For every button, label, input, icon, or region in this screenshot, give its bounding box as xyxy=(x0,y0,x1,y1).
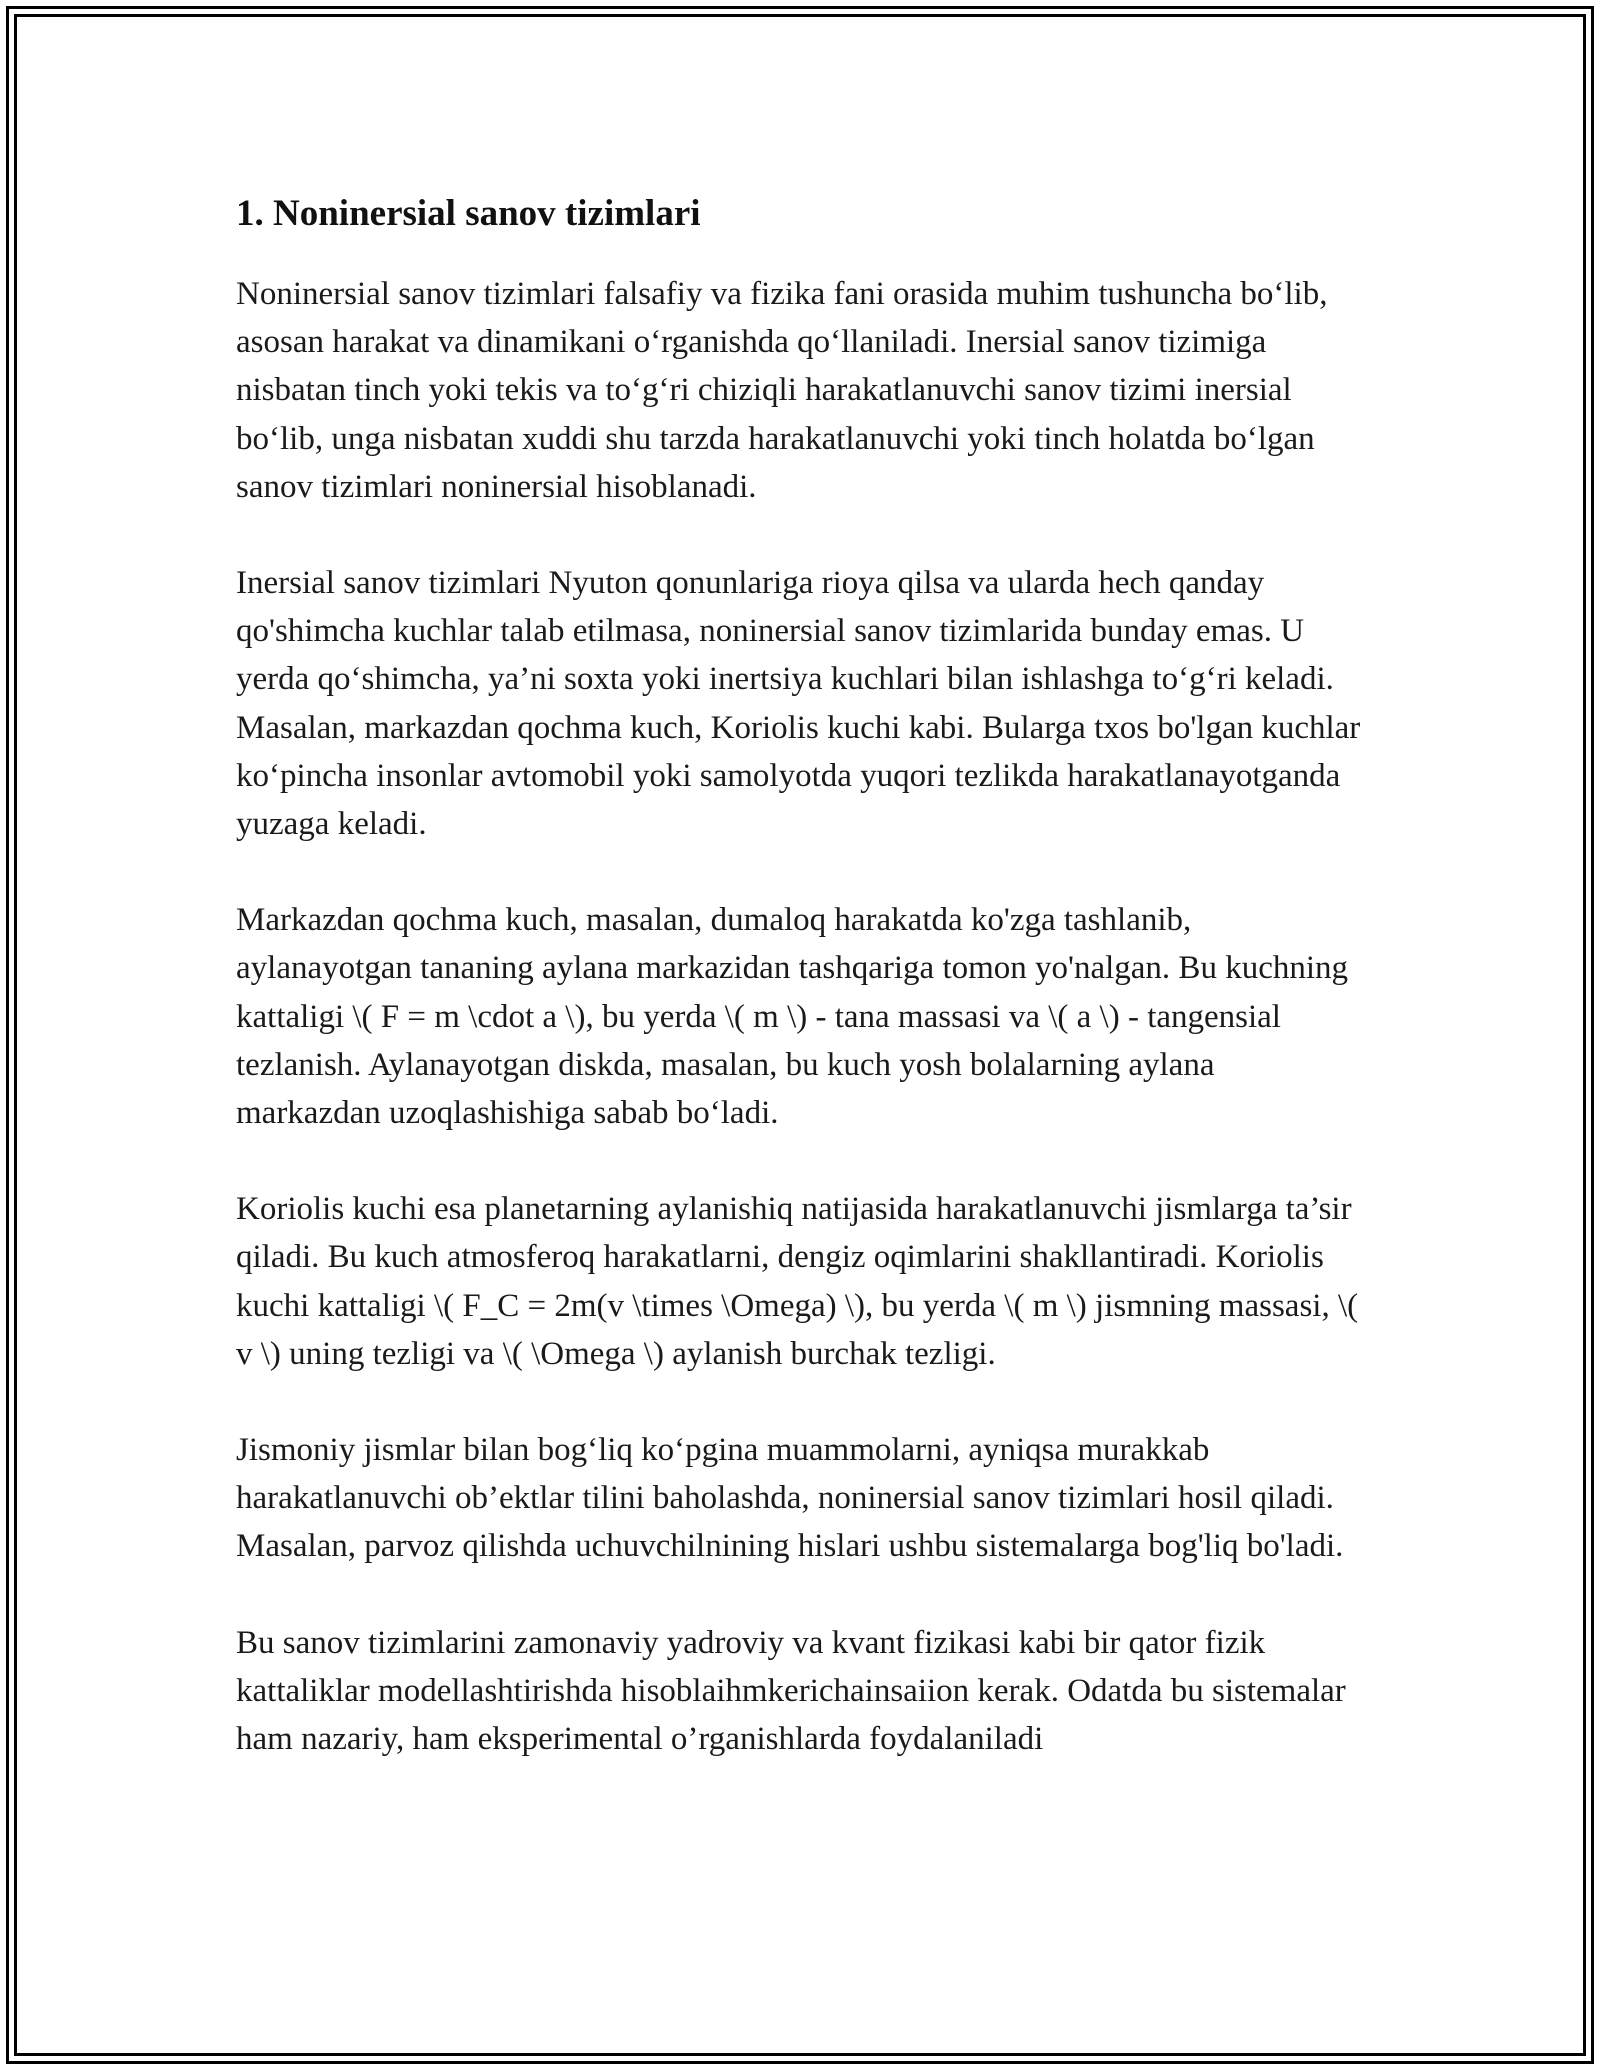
paragraph-6: Bu sanov tizimlarini zamonaviy yadroviy va kvant fizikasi kabi bir qator fizik kattaliklar modellashtirishda hisoblaihmkerichainsaiion kerak. Odatda bu sistemalar ham nazariy, ham eksperimental o’rganishlarda foydalaniladi xyxy=(236,1624,1346,1758)
paragraph-4: Koriolis kuchi esa planetarning aylanishiq natijasida harakatlanuvchi jismlarga ta’sir qiladi. Bu kuch atmosferoq harakatlarni, dengiz oqimlarini shakllantiradi. Koriolis kuchi kattaligi \( F_C = 2m(v \times \Omega) \), bu yerda \( m \) jismning massasi, \( v \) uning tezligi va \( \Omega \) aylanish burchak tezligi. xyxy=(236,1191,1359,1372)
document-body xyxy=(236,186,1366,1763)
paragraph-3: Markazdan qochma kuch, masalan, dumaloq harakatda ko'zga tashlanib, aylanayotgan tananing aylana markazidan tashqariga tomon yo'nalgan. Bu kuchning kattaligi \( F = m \cdot a \), bu yerda \( m \) - tana massasi va \( a \) - tangensial tezlanish. Aylanayotgan diskda, masalan, bu kuch yosh bolalarning aylana markazdan uzoqlashishiga sabab bo‘ladi. xyxy=(236,902,1349,1132)
paragraph-5: Jismoniy jismlar bilan bog‘liq ko‘pgina muammolarni, ayniqsa murakkab harakatlanuvchi ob’ektlar tilini baholashda, noninersial sanov tizimlari hosil qiladi. Masalan, parvoz qilishda uchuvchilnining hislari ushbu sistemalarga bog'liq bo'ladi. xyxy=(236,1432,1344,1565)
section-title: 1. Noninersial sanov tizimlari xyxy=(236,193,701,234)
paragraph-2: Inersial sanov tizimlari Nyuton qonunlariga rioya qilsa va ularda hech qanday qo'shimcha kuchlar talab etilmasa, noninersial sanov tizimlarida bunday emas. U yerda qo‘shimcha, ya’ni soxta yoki inertsiya kuchlari bilan ishlashga to‘g‘ri keladi. Masalan, markazdan qochma kuch, Koriolis kuchi kabi. Bularga txos bo'lgan kuchlar ko‘pincha insonlar avtomobil yoki samolyotda yuqori tezlikda harakatlanayotganda yuzaga keladi. xyxy=(236,565,1361,843)
paragraph-1: Noninersial sanov tizimlari falsafiy va fizika fani orasida muhim tushuncha bo‘lib, asosan harakat va dinamikani o‘rganishda qo‘llaniladi. Inersial sanov tizimiga nisbatan tinch yoki tekis va to‘g‘ri chiziqli harakatlanuvchi sanov tizimi inersial bo‘lib, unga nisbatan xuddi shu tarzda harakatlanuvchi yoki tinch holatda bo‘lgan sanov tizimlari noninersial hisoblanadi. xyxy=(236,276,1328,505)
